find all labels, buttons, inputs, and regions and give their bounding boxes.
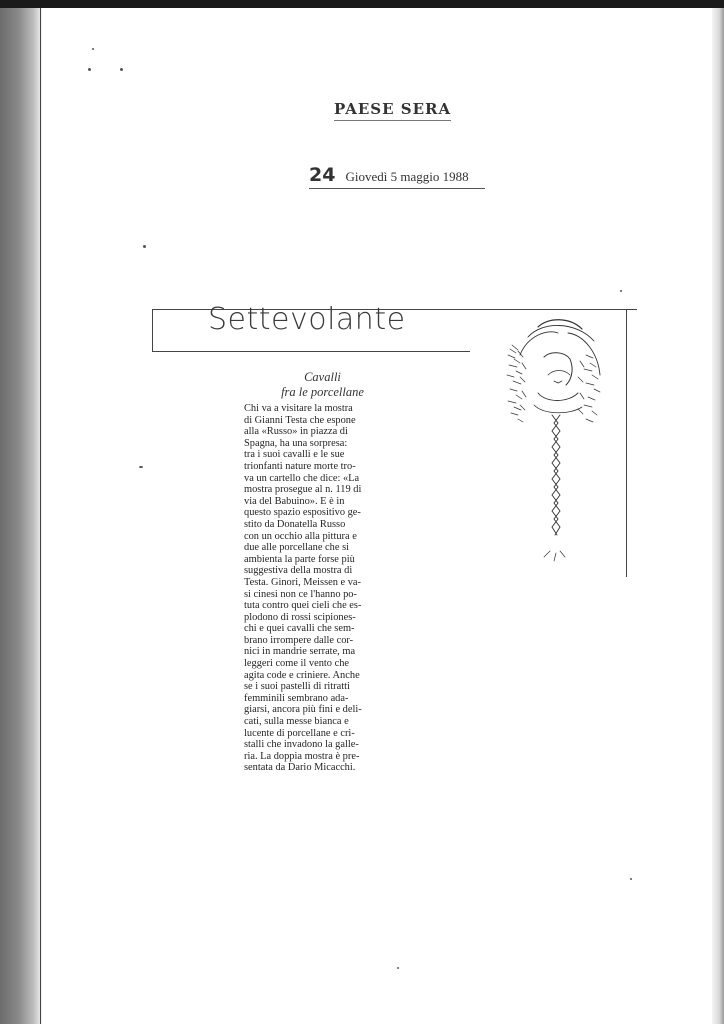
article-body <box>244 403 388 774</box>
article-body-line: brano irrompere dalle cor- <box>244 634 354 646</box>
article-body-line: femminili sembrano ada- <box>244 692 349 704</box>
newspaper-masthead: PAESE SERA <box>334 100 451 121</box>
headline-line: Cavalli <box>304 370 341 384</box>
article-body-line: con un occhio alla pittura e <box>244 530 357 542</box>
article-body-line: si cinesi non ce l'hanno po- <box>244 588 357 600</box>
article-headline <box>255 370 390 400</box>
article-body-line: stito da Donatella Russo <box>244 518 346 530</box>
article-body-line: ria. La doppia mostra è pre- <box>244 750 360 762</box>
article-body-line: mostra prosegue al n. 119 di <box>244 484 362 496</box>
article-body-line: plodono di rossi scipiones- <box>244 611 356 623</box>
article-body-line: Testa. Ginori, Meissen e va- <box>244 576 362 588</box>
column-title: Settevolante <box>208 302 406 337</box>
article-body-line: tra i suoi cavalli e le sue <box>244 449 345 461</box>
scan-top-edge <box>0 0 724 8</box>
clipping-border-right <box>626 309 627 577</box>
article-body-line: Chi va a visitare la mostra <box>244 403 353 414</box>
article-body-line: di Gianni Testa che espone <box>244 414 356 426</box>
scan-speck <box>88 68 91 71</box>
article-body-line: stalli che invadono la galle- <box>244 739 359 751</box>
article-body-line: lucente di porcellane e cri- <box>244 727 355 739</box>
page-number: 24 <box>309 164 336 186</box>
column-title-underline <box>152 351 470 352</box>
scan-speck <box>630 878 632 880</box>
article-body-line: leggeri come il vento che <box>244 658 350 670</box>
scan-left-edge <box>0 8 42 1024</box>
article-body-line: tuta contro quei cieli che es- <box>244 600 362 612</box>
article-body-line: va un cartello che dice: «La <box>244 472 360 484</box>
scan-speck <box>139 466 143 468</box>
article-body-line: Spagna, ha una sorpresa: <box>244 437 348 449</box>
horse-head-sketch-icon <box>498 315 610 565</box>
clipping-border-left <box>152 309 153 351</box>
article-body-line: chi e quei cavalli che sem- <box>244 623 355 635</box>
article-body-line: cati, sulla messe bianca e <box>244 716 349 728</box>
article-body-line: nici in mandrie serrate, ma <box>244 646 356 658</box>
scan-speck <box>92 48 94 50</box>
scan-speck <box>620 290 622 292</box>
article-body-line: due alle porcellane che si <box>244 542 350 554</box>
article-body-line: sentata da Dario Micacchi. <box>244 762 356 774</box>
scan-speck <box>120 68 123 71</box>
article-body-line: agita code e criniere. Anche <box>244 669 360 681</box>
article-body-line: ambienta la parte forse più <box>244 553 355 565</box>
scan-speck <box>143 245 146 248</box>
article-body-line: giarsi, ancora più fini e deli- <box>244 704 362 716</box>
article-body-line: se i suoi pastelli di ritratti <box>244 681 350 693</box>
scan-right-edge <box>712 8 724 1024</box>
article-body-line: suggestiva della mostra di <box>244 565 353 577</box>
scan-speck <box>397 967 399 969</box>
dateline <box>309 164 485 189</box>
scan-left-border <box>40 8 41 1024</box>
article-body-line: trionfanti nature morte tro- <box>244 460 356 472</box>
headline-line: fra le porcellane <box>281 385 364 399</box>
issue-date: Giovedì 5 maggio 1988 <box>345 169 469 184</box>
article-body-line: via del Babuino». E è in <box>244 495 345 507</box>
article-body-line: alla «Russo» in piazza di <box>244 426 348 438</box>
article-body-line: questo spazio espositivo ge- <box>244 507 361 519</box>
